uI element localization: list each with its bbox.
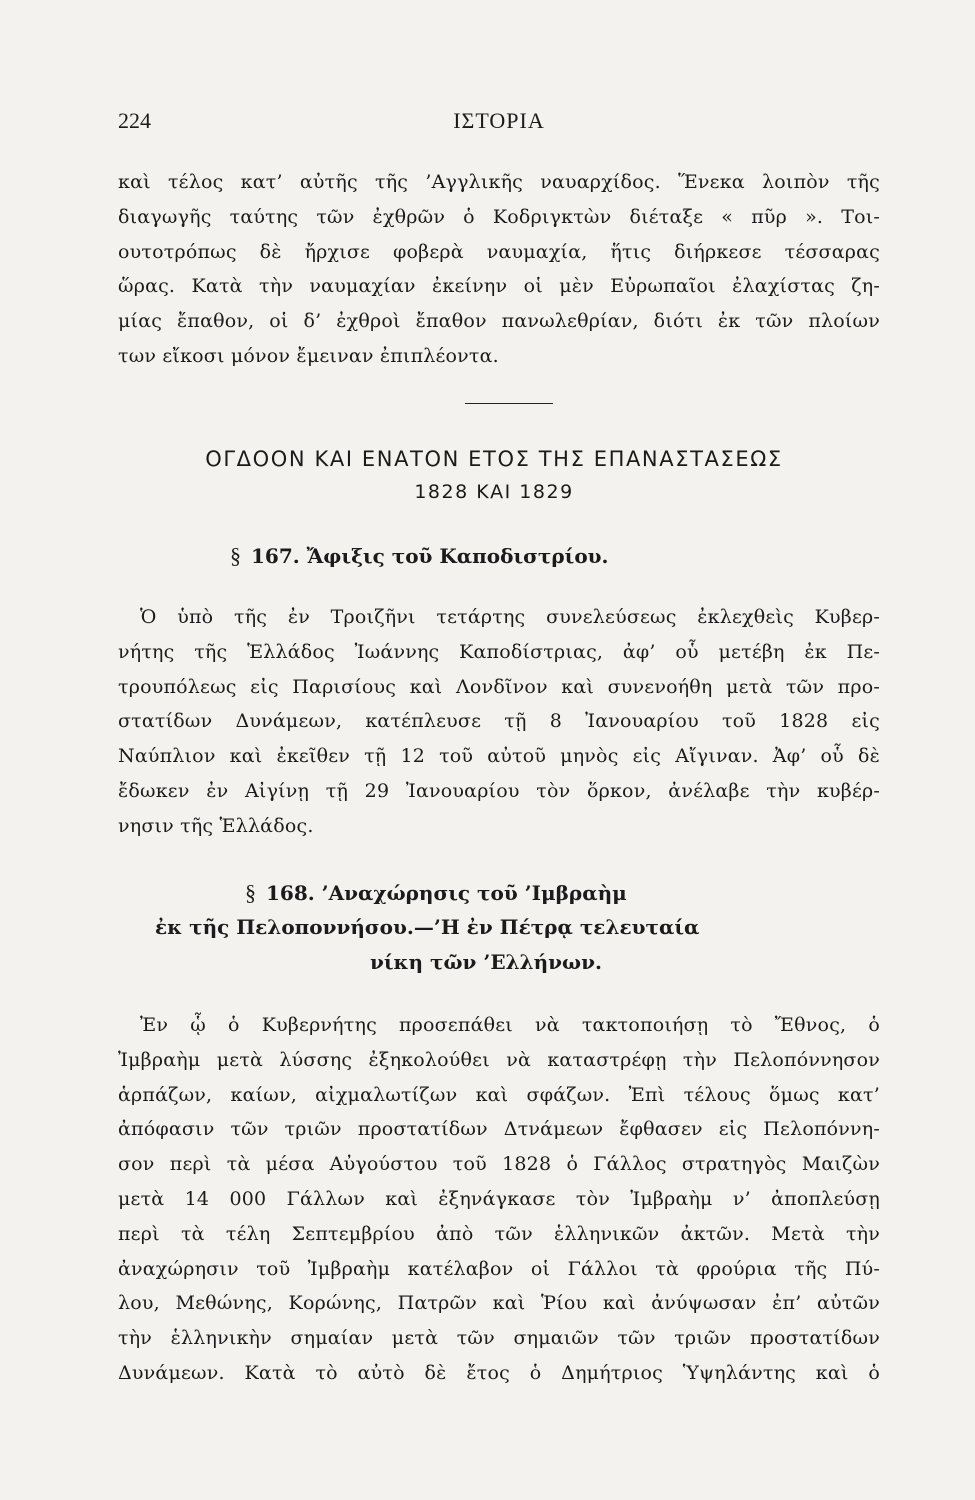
text-line: ἀπόφασιν τῶν τριῶν προστατίδων Δτνάμεων ἔφθασεν εἰς Πελοπόννη- xyxy=(118,1118,880,1141)
text-line: νήτης τῆς Ἑλλάδος Ἰωάννης Καποδίστριας, ἀφ’ οὗ μετέβη ἐκ Πε- xyxy=(118,640,880,663)
section-167-title: 167. Ἄφιξις τοῦ Καποδιστρίου. xyxy=(251,544,609,568)
paragraph-ibrahim-departure xyxy=(118,1008,880,1391)
section-168-heading-line1 xyxy=(245,880,627,906)
paragraph-naval-battle xyxy=(118,165,880,374)
paragraph-kapodistrias xyxy=(118,600,880,844)
text-line: Ναύπλιον καὶ ἐκεῖθεν τῇ 12 τοῦ αὐτοῦ μηνὸς εἰς Αἴγιναν. Ἀφ’ οὗ δὲ xyxy=(118,745,880,768)
section-168-heading-line3: νίκη τῶν ’Ελλήνων. xyxy=(370,950,602,974)
text-line: ουτοτρόπως δὲ ἤρχισε φοβερὰ ναυμαχία, ἥτις διήρκεσε τέσσαρας xyxy=(118,240,880,263)
text-line: καὶ τέλος κατ’ αὐτῆς τῆς ’Αγγλικῆς ναυαρχίδος. Ἕνεκα λοιπὸν τῆς xyxy=(118,171,880,193)
text-line: Ἰμβραὴμ μετὰ λύσσης ἐξηκολούθει νὰ καταστρέφῃ τὴν Πελοπόννησον xyxy=(118,1048,880,1071)
text-line: ἀναχώρησιν τοῦ Ἰμβραὴμ κατέλαβον οἱ Γάλλοι τὰ φρούρια τῆς Πύ- xyxy=(118,1257,880,1280)
separator-rule xyxy=(465,403,553,404)
text-line: μίας ἔπαθον, οἱ δ’ ἐχθροὶ ἔπαθον πανωλεθρίαν, διότι ἐκ τῶν πλοίων xyxy=(118,310,880,333)
text-line: των εἴκοσι μόνον ἔμειναν ἐπιπλέοντα. xyxy=(118,344,499,367)
running-title: ΙΣΤΟΡΙΑ xyxy=(453,108,545,133)
text-line: μετὰ 14 000 Γάλλων καὶ ἐξηνάγκασε τὸν Ἰμβραὴμ ν’ ἀποπλεύσῃ xyxy=(118,1187,880,1210)
text-line: Ὁ ὑπὸ τῆς ἐν Τροιζῆνι τετάρτης συνελεύσεως ἐκλεχθεὶς Κυβερ- xyxy=(140,606,880,628)
text-line: Δυνάμεων. Κατὰ τὸ αὐτὸ δὲ ἔτος ὁ Δημήτριος Ὑψηλάντης καὶ ὁ xyxy=(118,1361,880,1384)
text-line: λου, Μεθώνης, Κορώνης, Πατρῶν καὶ Ῥίου καὶ ἀνύψωσαν ἐπ’ αὐτῶν xyxy=(118,1292,880,1315)
text-line: ὥρας. Κατὰ τὴν ναυμαχίαν ἐκείνην οἱ μὲν Εὐρωπαῖοι ἐλαχίστας ζη- xyxy=(118,275,880,298)
text-line: νησιν τῆς Ἑλλάδος. xyxy=(118,814,314,837)
text-line: διαγωγῆς ταύτης τῶν ἐχθρῶν ὁ Κοδριγκτὼν διέταξε « πῦρ ». Τοι- xyxy=(118,205,880,228)
section-symbol: § xyxy=(230,543,241,568)
text-line: τρουπόλεως εἰς Παρισίους καὶ Λονδῖνον καὶ συνενοήθη μετὰ τῶν προ- xyxy=(118,675,880,698)
text-line: σον περὶ τὰ μέσα Αὐγούστου τοῦ 1828 ὁ Γάλλος στρατηγὸς Μαιζὼν xyxy=(118,1153,880,1176)
running-head xyxy=(118,108,880,138)
section-168-title: 168. ’Αναχώρησις τοῦ ’Ιμβραὴμ xyxy=(266,881,627,905)
text-line: στατίδων Δυνάμεων, κατέπλευσε τῇ 8 Ἰανουαρίου τοῦ 1828 εἰς xyxy=(118,710,880,733)
text-line: τὴν ἑλληνικὴν σημαίαν μετὰ τῶν σημαιῶν τῶν τριῶν προστατίδων xyxy=(118,1327,880,1350)
section-168-heading-line2: ἐκ τῆς Πελοποννήσου.—’Η ἐν Πέτρᾳ τελευταία xyxy=(155,915,700,939)
section-symbol: § xyxy=(245,880,256,905)
chapter-title: ΟΓΔΟΟΝ ΚΑΙ ΕΝΑΤΟΝ ΕΤΟΣ ΤΗΣ ΕΠΑΝΑΣΤΑΣΕΩΣ xyxy=(205,447,783,471)
text-line: ἔδωκεν ἐν Αἰγίνῃ τῇ 29 Ἰανουαρίου τὸν ὅρκον, ἀνέλαβε τὴν κυβέρ- xyxy=(118,779,880,802)
section-167-heading xyxy=(230,543,609,569)
page-number: 224 xyxy=(118,108,151,133)
text-line: ἁρπάζων, καίων, αἰχμαλωτίζων καὶ σφάζων. Ἐπὶ τέλους ὅμως κατ’ xyxy=(118,1083,880,1106)
text-line: περὶ τὰ τέλη Σεπτεμβρίου ἀπὸ τῶν ἑλληνικῶν ἀκτῶν. Μετὰ τὴν xyxy=(118,1222,880,1245)
text-line: Ἐν ᾧ ὁ Κυβερνήτης προσεπάθει νὰ τακτοποιήσῃ τὸ Ἔθνος, ὁ xyxy=(140,1014,880,1036)
chapter-years: 1828 ΚΑΙ 1829 xyxy=(414,481,574,503)
